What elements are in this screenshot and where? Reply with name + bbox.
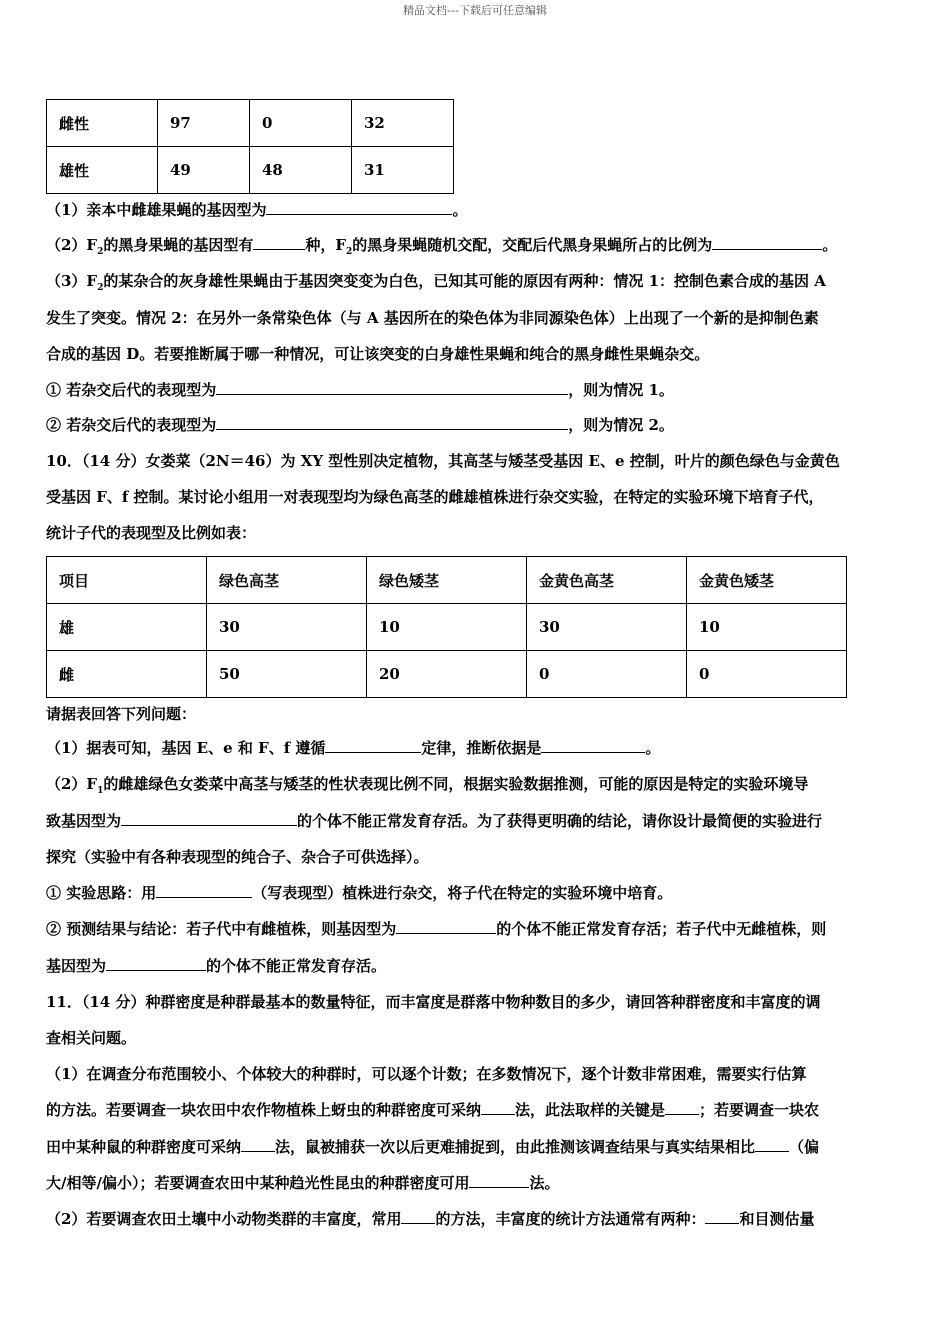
- q9-line-7: ② 若杂交后代的表现型为 ，则为情况 2。: [46, 416, 674, 434]
- fruitfly-table: [46, 99, 454, 194]
- table-row: [47, 147, 454, 194]
- table-cell: 50: [207, 651, 367, 698]
- table-cell: 49: [158, 147, 250, 194]
- table-cell: 20: [367, 651, 527, 698]
- q10-line-1: 10．（14 分）女娄菜（2N＝46）为 XY 型性别决定植物，其高茎与矮茎受基因 E、e 控制，叶片的颜色绿色与金黄色: [46, 452, 840, 470]
- table-header-cell: 项目: [47, 557, 207, 604]
- q9-line-4: 发生了突变。情况 2：在另外一条常染色体（与 A 基因所在的染色体为非同源染色体）上出现了一个新的是抑制色素: [46, 309, 819, 327]
- q11-line-3: （1）在调查分布范围较小、个体较大的种群时，可以逐个计数；在多数情况下，逐个计数非常困难，需要实行估算: [46, 1065, 807, 1083]
- table-header-cell: 金黄色高茎: [527, 557, 687, 604]
- table-cell: 0: [687, 651, 847, 698]
- q9-line-6: ① 若杂交后代的表现型为 ，则为情况 1。: [46, 381, 674, 399]
- q10-line-10: ② 预测结果与结论：若子代中有雌植株，则基因型为 的个体不能正常发育存活；若子代中无雌植株，则: [46, 920, 827, 938]
- q11-line-5: 田中某种鼠的种群密度可采纳 法，鼠被捕获一次以后更难捕捉到，由此推测该调查结果与真实结果相比 （偏: [46, 1138, 820, 1156]
- table-cell: 31: [352, 147, 454, 194]
- table-header-cell: 金黄色矮茎: [687, 557, 847, 604]
- q10-line-8: 探究（实验中有各种表现型的纯合子、杂合子可供选择）。: [46, 848, 429, 866]
- q10-line-5: （1）据表可知，基因 E、e 和 F、f 遵循 定律，推断依据是 。: [46, 739, 661, 757]
- table-cell: 雌: [47, 651, 207, 698]
- q11-line-4: 的方法。若要调查一块农田中农作物植株上蚜虫的种群密度可采纳 法，此法取样的关键是 ；若要调查一块农: [46, 1101, 820, 1119]
- table-header-row: [47, 557, 847, 604]
- q10-line-2: 受基因 F、f 控制。某讨论小组用一对表现型均为绿色高茎的雌雄植株进行杂交实验，在特定的实验环境下培育子代，: [46, 488, 824, 506]
- table-cell: 30: [527, 604, 687, 651]
- q11-line-2: 查相关问题。: [46, 1029, 137, 1047]
- table-cell: 雄性: [47, 147, 158, 194]
- q9-line-1: （1）亲本中雌雄果蝇的基因型为 。: [46, 201, 468, 219]
- q9-line-2: $(2)F_2$的黑身果蝇的基因型有 种，$F_2$的黑身果蝇随机交配，交配后代黑身果蝇所占的比例为 。: [46, 236, 838, 257]
- q10-line-6: $(2)F_1$的雌雄绿色女娄菜中高茎与矮茎的性状表现比例不同，根据实验数据推测，可能的原因是特定的实验环境导: [46, 775, 809, 796]
- q10-line-3: 统计子代的表现型及比例如表：: [46, 524, 257, 542]
- q9-line-3: $(3)F_2$的某杂合的灰身雄性果蝇由于基因突变变为白色，已知其可能的原因有两种：情况 1：控制色素合成的基因 A: [46, 272, 826, 293]
- table-cell: 10: [367, 604, 527, 651]
- q10-line-7: 致基因型为 的个体不能正常发育存活。为了获得更明确的结论，请你设计最简便的实验进行: [46, 812, 823, 830]
- q11-line-7: （2）若要调查农田土壤中小动物类群的丰富度，常用 的方法，丰富度的统计方法通常有两种： 和目测估量: [46, 1210, 815, 1228]
- plant-table: [46, 556, 847, 698]
- table-cell: 48: [250, 147, 352, 194]
- table-cell: 97: [158, 100, 250, 147]
- q10-line-11: 基因型为 的个体不能正常发育存活。: [46, 957, 387, 975]
- table-header-cell: 绿色矮茎: [367, 557, 527, 604]
- q9-line-5: 合成的基因 D。若要推断属于哪一种情况，可让该突变的白身雄性果蝇和纯合的黑身雌性果蝇杂交。: [46, 345, 710, 363]
- q11-line-6: 大/相等/偏小）；若要调查农田中某种趋光性昆虫的种群密度可用 法。: [46, 1174, 560, 1192]
- table-cell: 10: [687, 604, 847, 651]
- table-cell: 雄: [47, 604, 207, 651]
- table-cell: 32: [352, 100, 454, 147]
- table-row: [47, 100, 454, 147]
- q11-line-1: 11．（14 分）种群密度是种群最基本的数量特征，而丰富度是群落中物种数目的多少，请回答种群密度和丰富度的调: [46, 993, 821, 1011]
- page-header: 精品文档---下载后可任意编辑: [403, 4, 547, 17]
- table-cell: 0: [527, 651, 687, 698]
- table-cell: 雌性: [47, 100, 158, 147]
- q10-line-4: 请据表回答下列问题：: [46, 705, 197, 723]
- table-row: [47, 651, 847, 698]
- table-cell: 0: [250, 100, 352, 147]
- q10-line-9: ① 实验思路：用 （写表现型）植株进行杂交，将子代在特定的实验环境中培育。: [46, 884, 673, 902]
- table-cell: 30: [207, 604, 367, 651]
- table-row: [47, 604, 847, 651]
- table-header-cell: 绿色高茎: [207, 557, 367, 604]
